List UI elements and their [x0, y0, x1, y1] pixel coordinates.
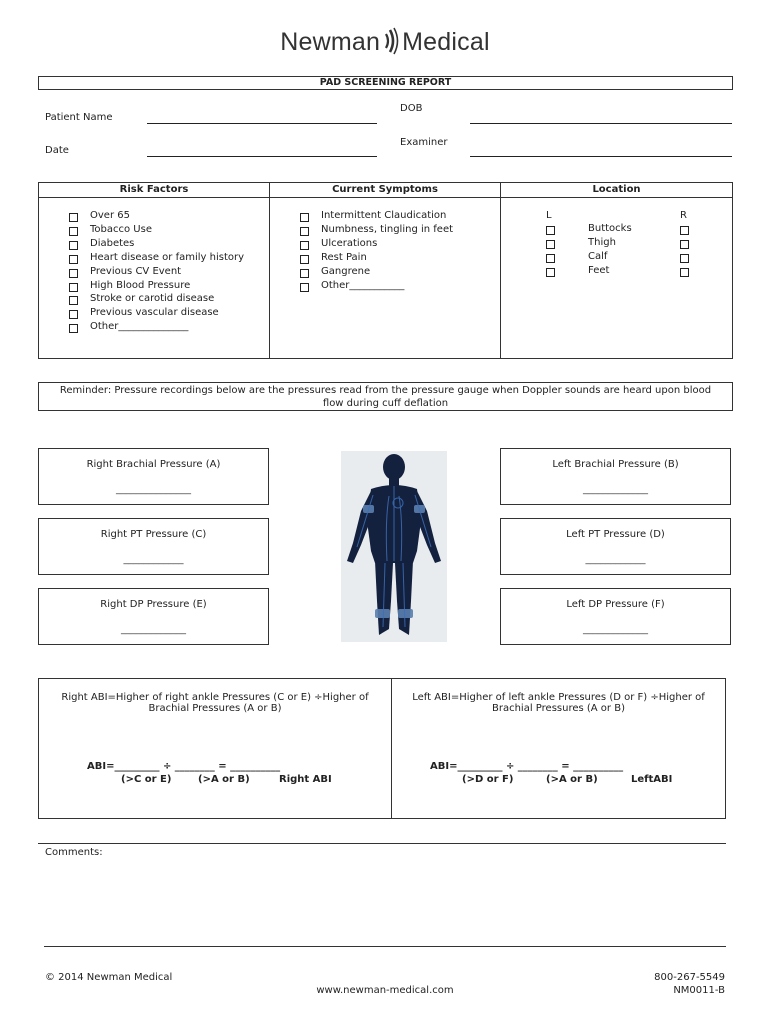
- left-pt-blank: ____________: [585, 554, 646, 565]
- reminder-line-2: flow during cuff deflation: [322, 398, 449, 409]
- location-left-label: L: [546, 210, 552, 221]
- symptom-checkbox[interactable]: [300, 227, 309, 236]
- risk-factor-label: Previous CV Event: [90, 265, 182, 277]
- date-field[interactable]: [147, 156, 377, 157]
- abi-box: [38, 678, 726, 819]
- patient-name-label: Patient Name: [45, 112, 113, 123]
- right-abi-sub-brachial: (>A or B): [198, 774, 250, 785]
- right-abi-sub-result: Right ABI: [279, 774, 332, 785]
- location-column: [501, 183, 732, 358]
- left-abi-sub-brachial: (>A or B): [546, 774, 598, 785]
- location-left-checkbox[interactable]: [546, 240, 555, 249]
- symptoms-header: Current Symptoms: [270, 183, 500, 198]
- risk-factor-checkbox[interactable]: [69, 324, 78, 333]
- right-brachial-blank: _______________: [116, 484, 191, 495]
- comments-divider: [38, 843, 726, 844]
- left-abi-column: [392, 679, 725, 818]
- dob-label: DOB: [400, 103, 423, 114]
- brand-name-right: Medical: [402, 28, 490, 56]
- left-dp-label: Left DP Pressure (F): [566, 599, 665, 610]
- risk-factor-checkbox[interactable]: [69, 296, 78, 305]
- screening-grid: [38, 182, 733, 359]
- logo-wave-icon: [382, 26, 400, 56]
- right-abi-desc-1: Right ABI=Higher of right ankle Pressures (C or E) ÷Higher of: [61, 692, 369, 703]
- symptom-checkbox[interactable]: [300, 283, 309, 292]
- reminder-box: [38, 382, 733, 411]
- location-right-checkbox[interactable]: [680, 268, 689, 277]
- symptoms-column: [270, 183, 501, 358]
- right-brachial-box[interactable]: [38, 448, 269, 505]
- location-label: Thigh: [588, 237, 616, 248]
- left-dp-box[interactable]: [500, 588, 731, 645]
- footer-copyright: © 2014 Newman Medical: [45, 972, 173, 983]
- comments-label: Comments:: [45, 847, 103, 858]
- left-brachial-box[interactable]: [500, 448, 731, 505]
- left-brachial-blank: _____________: [583, 484, 648, 495]
- right-abi-formula[interactable]: ABI=_________ ÷ ________ = __________: [87, 761, 281, 772]
- location-right-label: R: [680, 210, 687, 221]
- risk-factor-checkbox[interactable]: [69, 213, 78, 222]
- examiner-label: Examiner: [400, 137, 448, 148]
- symptom-label: Numbness, tingling in feet: [321, 223, 454, 235]
- symptom-checkbox[interactable]: [300, 213, 309, 222]
- right-pt-box[interactable]: [38, 518, 269, 575]
- symptom-label: Ulcerations: [321, 237, 378, 249]
- risk-factor-label: Heart disease or family history: [90, 251, 245, 263]
- right-pt-label: Right PT Pressure (C): [100, 529, 207, 540]
- risk-factors-header: Risk Factors: [39, 183, 269, 198]
- location-right-checkbox[interactable]: [680, 254, 689, 263]
- risk-factor-label: Diabetes: [90, 237, 135, 249]
- risk-factor-label: Stroke or carotid disease: [90, 293, 215, 305]
- left-abi-sub-result: LeftABI: [631, 774, 673, 785]
- left-abi-desc-2: Brachial Pressures (A or B): [492, 703, 625, 714]
- location-right-checkbox[interactable]: [680, 240, 689, 249]
- risk-factor-checkbox[interactable]: [69, 227, 78, 236]
- symptom-checkbox[interactable]: [300, 241, 309, 250]
- left-abi-formula[interactable]: ABI=_________ ÷ ________ = __________: [430, 761, 624, 772]
- location-left-checkbox[interactable]: [546, 254, 555, 263]
- reminder-line-1: Reminder: Pressure recordings below are the pressures read from the pressure gauge when Doppler sounds are heard upon blood: [59, 385, 712, 396]
- left-dp-blank: _____________: [583, 624, 648, 635]
- left-pt-label: Left PT Pressure (D): [566, 529, 665, 540]
- left-brachial-label: Left Brachial Pressure (B): [552, 459, 679, 470]
- risk-factor-label: Tobacco Use: [90, 223, 152, 235]
- symptom-checkbox[interactable]: [300, 269, 309, 278]
- date-label: Date: [45, 145, 69, 156]
- location-label: Feet: [588, 265, 610, 276]
- location-right-checkbox[interactable]: [680, 226, 689, 235]
- brand-name-left: Newman: [280, 28, 381, 56]
- right-brachial-label: Right Brachial Pressure (A): [86, 459, 221, 470]
- right-dp-box[interactable]: [38, 588, 269, 645]
- right-abi-sub-ankle: (>C or E): [121, 774, 172, 785]
- right-dp-blank: _____________: [121, 624, 186, 635]
- risk-factors-column: [39, 183, 270, 358]
- location-left-checkbox[interactable]: [546, 226, 555, 235]
- examiner-field[interactable]: [470, 156, 732, 157]
- risk-factor-label: Previous vascular disease: [90, 307, 219, 319]
- right-abi-desc-2: Brachial Pressures (A or B): [148, 703, 282, 714]
- location-label: Calf: [588, 251, 608, 262]
- brand-logo: [0, 26, 770, 57]
- symptom-label: Intermittent Claudication: [321, 210, 447, 221]
- dob-field[interactable]: [470, 123, 732, 124]
- symptom-checkbox[interactable]: [300, 255, 309, 264]
- left-abi-desc-1: Left ABI=Higher of left ankle Pressures (D or F) ÷Higher of: [412, 692, 705, 703]
- footer-phone: 800-267-5549: [654, 972, 725, 983]
- risk-factor-label: Other______________: [90, 321, 189, 333]
- footer-website[interactable]: www.newman-medical.com: [316, 985, 454, 996]
- left-pt-box[interactable]: [500, 518, 731, 575]
- location-header: Location: [501, 183, 732, 198]
- location-left-checkbox[interactable]: [546, 268, 555, 277]
- body-circulation-figure: [341, 451, 447, 642]
- footer-doc-id: NM0011-B: [673, 985, 725, 996]
- risk-factor-label: Over 65: [90, 210, 130, 221]
- patient-name-field[interactable]: [147, 123, 377, 124]
- risk-factor-checkbox[interactable]: [69, 269, 78, 278]
- symptom-label: Gangrene: [321, 265, 371, 277]
- symptom-label: Other___________: [321, 279, 405, 291]
- risk-factor-label: High Blood Pressure: [90, 279, 191, 291]
- right-pt-blank: ____________: [123, 554, 184, 565]
- comments-area[interactable]: [44, 862, 724, 942]
- footer-divider: [44, 946, 726, 947]
- report-title: PAD SCREENING REPORT: [38, 76, 733, 90]
- risk-factor-checkbox[interactable]: [69, 255, 78, 264]
- right-dp-label: Right DP Pressure (E): [100, 599, 207, 610]
- risk-factor-checkbox[interactable]: [69, 241, 78, 250]
- location-label: Buttocks: [588, 223, 632, 234]
- risk-factor-checkbox[interactable]: [69, 310, 78, 319]
- risk-factor-checkbox[interactable]: [69, 283, 78, 292]
- right-abi-column: [39, 679, 392, 818]
- symptom-label: Rest Pain: [321, 251, 367, 263]
- left-abi-sub-ankle: (>D or F): [462, 774, 514, 785]
